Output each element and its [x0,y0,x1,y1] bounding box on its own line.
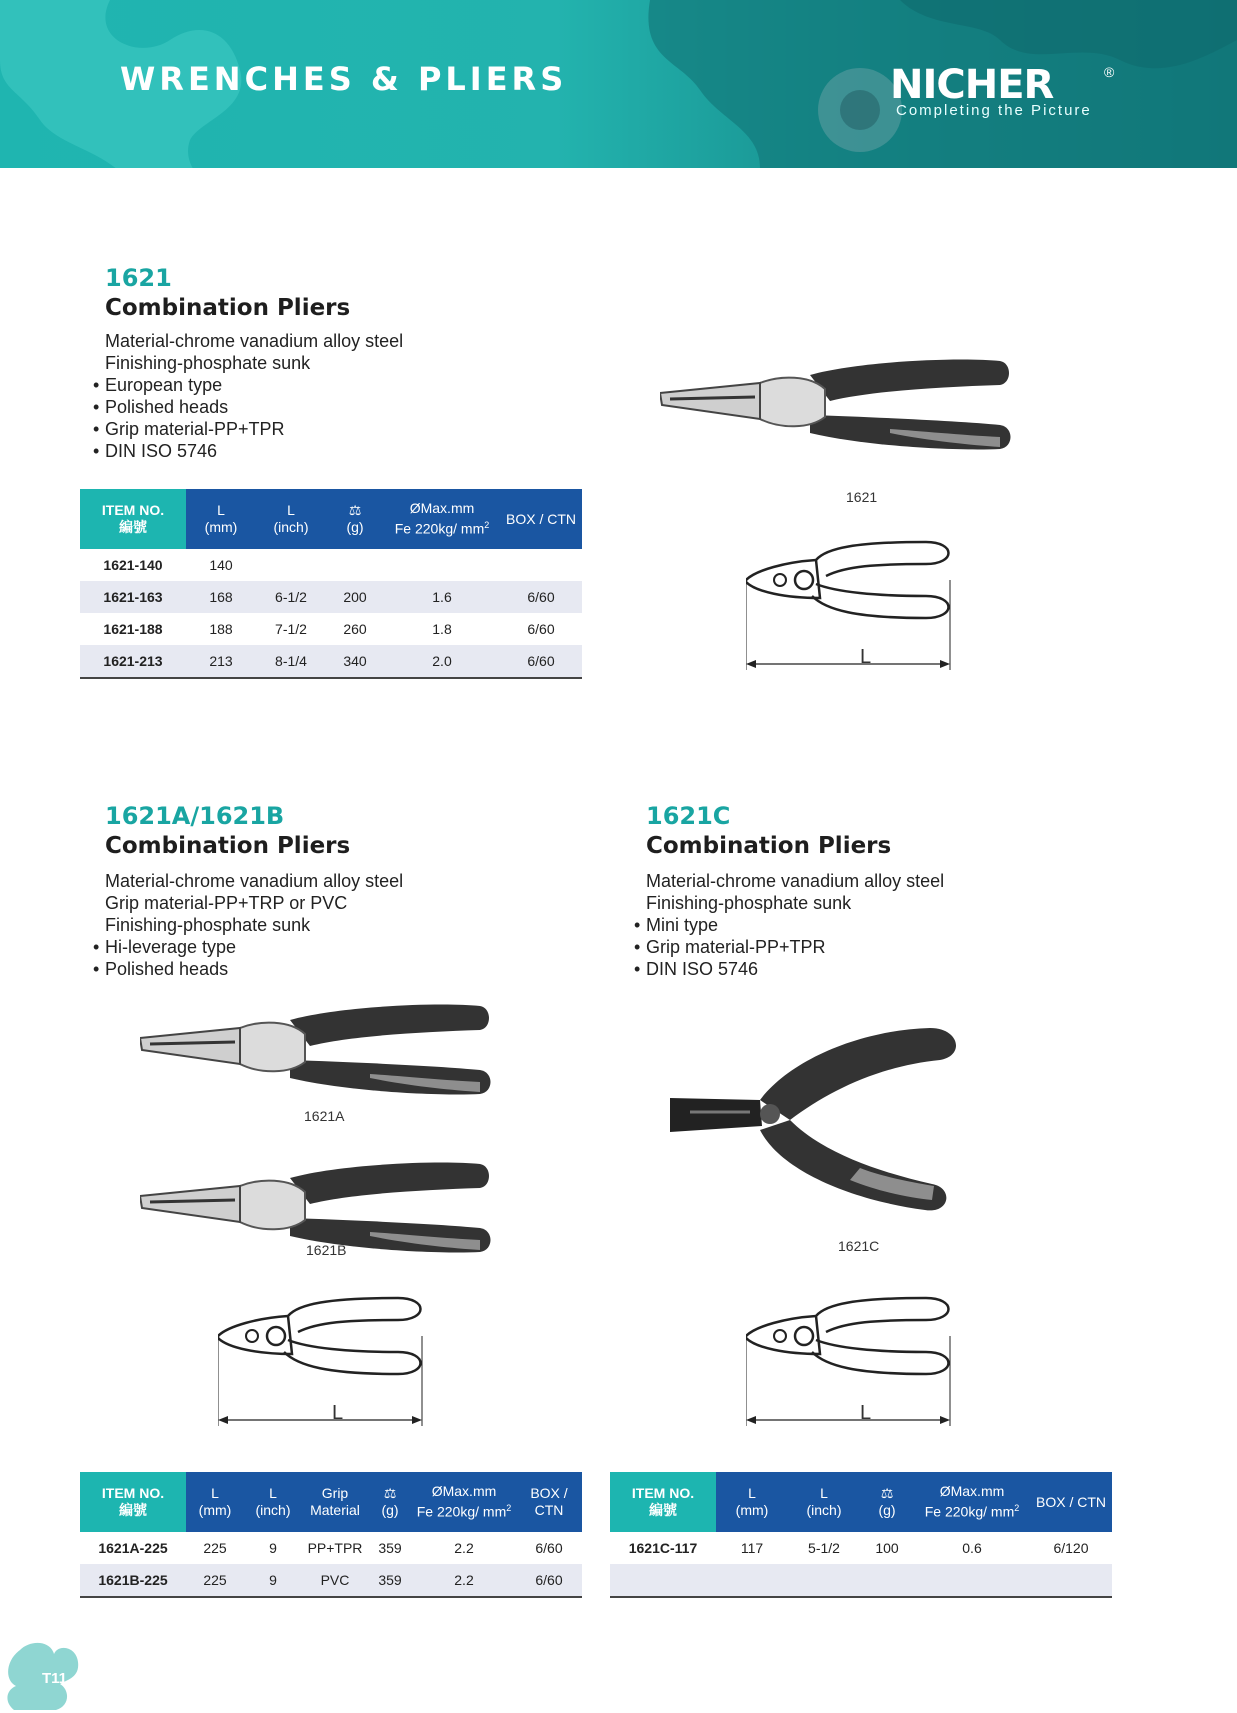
section-1621-name: Combination Pliers [105,295,351,321]
table-row: 1621A-225 225 9 PP+TPR 359 2.2 6/60 [98,1540,563,1556]
section-1621ab-name: Combination Pliers [105,833,351,859]
dimension-label-L: L [332,1402,344,1424]
th-length-mm: L (mm) [186,1472,244,1532]
th-max-diameter: ØMax.mm Fe 220kg/ $mm^2$ [412,1472,516,1532]
desc-bullet: • DIN ISO 5746 [634,958,944,980]
scale-icon: ⚖ [383,1485,397,1501]
caption-1621: 1621 [846,489,878,505]
caption-1621c: 1621C [838,1238,880,1254]
section-1621ab-code: 1621A/1621B [105,802,285,830]
th-weight: ⚖ (g) [860,1472,914,1532]
page-title: WRENCHES & PLIERS [120,60,568,98]
desc-bullet: • Polished heads [93,958,403,980]
registered-mark: ® [1104,64,1115,80]
desc-line: Material-chrome vanadium alloy steel [646,871,945,891]
section-1621c-name: Combination Pliers [646,833,892,859]
scale-icon: ⚖ [880,1485,894,1501]
table-row: 1621C-117 117 5-1/2 100 0.6 6/120 [628,1540,1089,1556]
desc-line: Material-chrome vanadium alloy steel [105,331,404,351]
table-header-row [80,1472,582,1532]
spec-table-1621c [610,1472,1112,1598]
section-1621-code: 1621 [105,264,172,292]
desc-line: Finishing-phosphate sunk [646,893,852,913]
caption-1621b: 1621B [306,1242,347,1258]
plier-photo-1621a [140,1000,520,1110]
section-1621-description [105,330,403,462]
dimension-label-L: L [860,646,872,668]
desc-bullet: • Polished heads [93,396,403,418]
th-item-no: ITEM NO. 編號 [80,489,186,549]
scale-icon: ⚖ [348,502,362,518]
section-1621c-code: 1621C [646,802,731,830]
dimension-label-L: L [860,1402,872,1424]
brand-logo: NICHER [890,62,1054,108]
desc-line: Material-chrome vanadium alloy steel [105,871,404,891]
table-row: 1621-140 140 [103,557,233,573]
table-header-row [610,1472,1112,1532]
desc-bullet: • Grip material-PP+TPR [634,936,944,958]
table-row: 1621B-225 225 9 PVC 359 2.2 6/60 [80,1564,582,1597]
th-max-diameter: ØMax.mm Fe 220kg/ $mm^2$ [914,1472,1030,1532]
table-row: 1621-213 213 8-1/4 340 2.0 6/60 [80,645,582,678]
plier-photo-1621c [670,1020,980,1220]
th-length-mm: L (mm) [186,489,256,549]
th-item-no: ITEM NO. 編號 [610,1472,716,1532]
brand-tagline: Completing the Picture [896,102,1092,119]
th-weight: ⚖ (g) [326,489,384,549]
table-row-empty [610,1564,1112,1597]
section-1621c-description [646,870,944,980]
desc-bullet: • Hi-leverage type [93,936,403,958]
th-weight: ⚖ (g) [368,1472,412,1532]
caption-1621a: 1621A [304,1108,345,1124]
section-1621ab-description [105,870,403,980]
spec-table-1621ab [80,1472,582,1598]
th-box-ctn: BOX / CTN [516,1472,582,1532]
th-item-no: ITEM NO. 編號 [80,1472,186,1532]
table-row: 1621-188 188 7-1/2 260 1.8 6/60 [103,621,555,637]
spec-table-1621 [80,489,582,679]
plier-photo-1621 [660,355,1040,465]
th-box-ctn: BOX / CTN [1030,1472,1112,1532]
th-length-mm: L (mm) [716,1472,788,1532]
desc-bullet: • Grip material-PP+TPR [93,418,403,440]
desc-bullet: • Mini type [634,914,944,936]
th-length-inch: L (inch) [244,1472,302,1532]
th-max-diameter: ØMax.mm Fe 220kg/ $mm^2$ [384,489,500,549]
th-box-ctn: BOX / CTN [500,489,582,549]
th-grip-material: Grip Material [302,1472,368,1532]
th-length-inch: L (inch) [256,489,326,549]
desc-line: Finishing-phosphate sunk [105,353,311,373]
desc-line: Grip material-PP+TRP or PVC [105,893,348,913]
desc-bullet: • DIN ISO 5746 [93,440,403,462]
desc-line: Finishing-phosphate sunk [105,915,311,935]
page-header [0,0,1237,168]
page-number: T11 [42,1670,68,1687]
table-header-row [80,489,582,549]
table-row: 1621-163 168 6-1/2 200 1.6 6/60 [80,581,582,613]
th-length-inch: L (inch) [788,1472,860,1532]
desc-bullet: • European type [93,374,403,396]
